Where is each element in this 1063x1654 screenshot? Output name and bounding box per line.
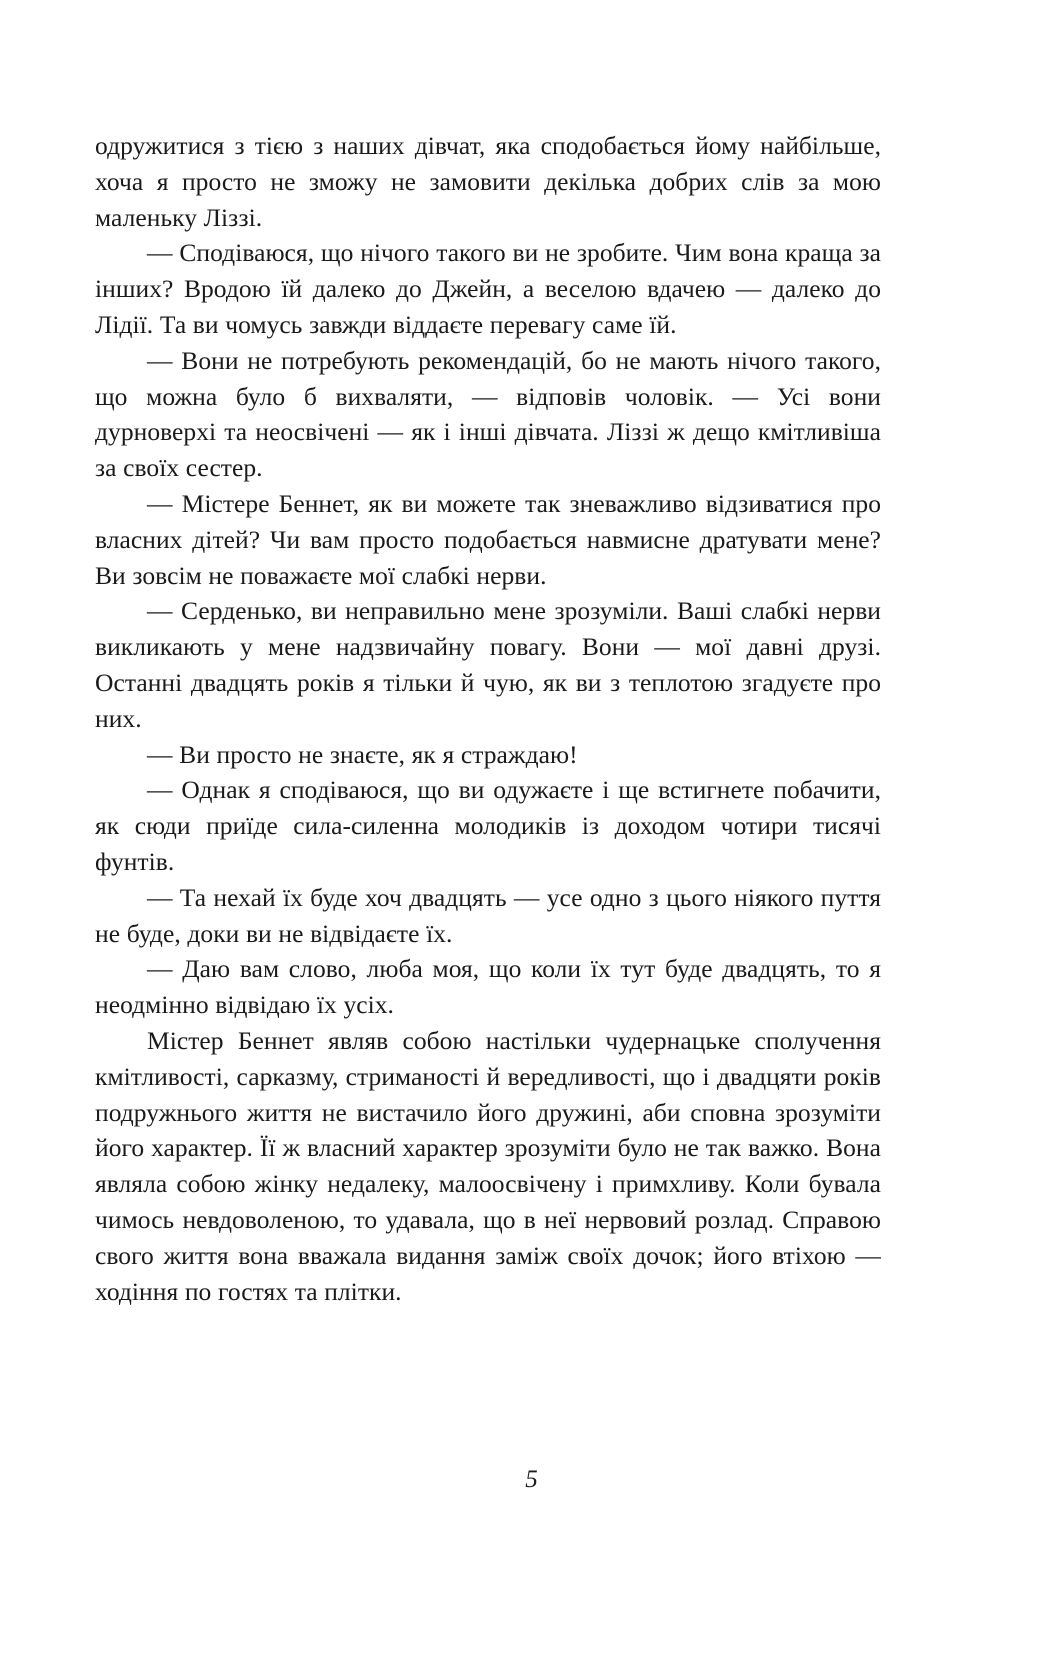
paragraph: — Та нехай їх буде хоч двадцять — усе одно з цього ніякого пуття не буде, доки ви не відвідаєте їх.: [95, 882, 881, 948]
paragraph: одружитися з тією з наших дівчат, яка сподобається йому найбільше, хоча я просто не зможу не замовити декілька добрих слів за мою маленьку Ліззі.: [95, 131, 881, 232]
paragraph: — Даю вам слово, люба моя, що коли їх тут буде двадцять, то я неодмінно відвідаю їх усіх.: [95, 954, 881, 1020]
page-text-block: [95, 128, 881, 1309]
paragraph: — Містере Беннет, як ви можете так зневажливо відзиватися про власних дітей? Чи вам просто подобається навмисне дратувати мене? Ви зовсім не поважаєте мої слабкі нерви.: [95, 488, 881, 590]
paragraph: — Ви просто не знаєте, як я страждаю!: [147, 739, 578, 769]
paragraph: — Вони не потребують рекомендацій, бо не мають нічого такого, що можна було б вихваляти, — відповів чоловік. — Усі вони дурноверхі та неосвічені — як і інші дівчата. Ліззі ж дещо кмітливіша за своїх сестер.: [95, 345, 881, 483]
paragraph: — Сподіваюся, що нічого такого ви не зробите. Чим вона краща за інших? Вродою їй далеко до Джейн, а веселою вдачею — далеко до Лідії. Та ви чомусь завжди віддаєте перевагу саме їй.: [95, 238, 881, 339]
paragraph: — Серденько, ви неправильно мене зрозуміли. Ваші слабкі нерви викликають у мене надзвичайну повагу. Вони — мої давні друзі. Останні двадцять років я тільки й чую, як ви з теплотою згадуєте про них.: [95, 596, 881, 733]
paragraph: — Однак я сподіваюся, що ви одужаєте і ще встигнете побачити, як сюди приїде сила-силенна молодиків із доходом чотири тисячі фунтів.: [95, 775, 881, 876]
page-number: 5: [525, 1466, 538, 1493]
paragraph: Містер Беннет являв собою настільки чудернацьке сполучення кмітливості, сарказму, стриманості й вередливості, що і двадцяти років подружнього життя не вистачило його дружині, аби сповна зрозуміти його характер. Її ж власний характер зрозуміти було не так важко. Вона являла собою жінку недалеку, малоосвічену і примхливу. Коли бувала чимось невдоволеною, то удавала, що в неї нервовий розлад. Справою свого життя вона вважала видання заміж своїх дочок; його втіхою — ходіння по гостях та плітки.: [95, 1025, 881, 1306]
